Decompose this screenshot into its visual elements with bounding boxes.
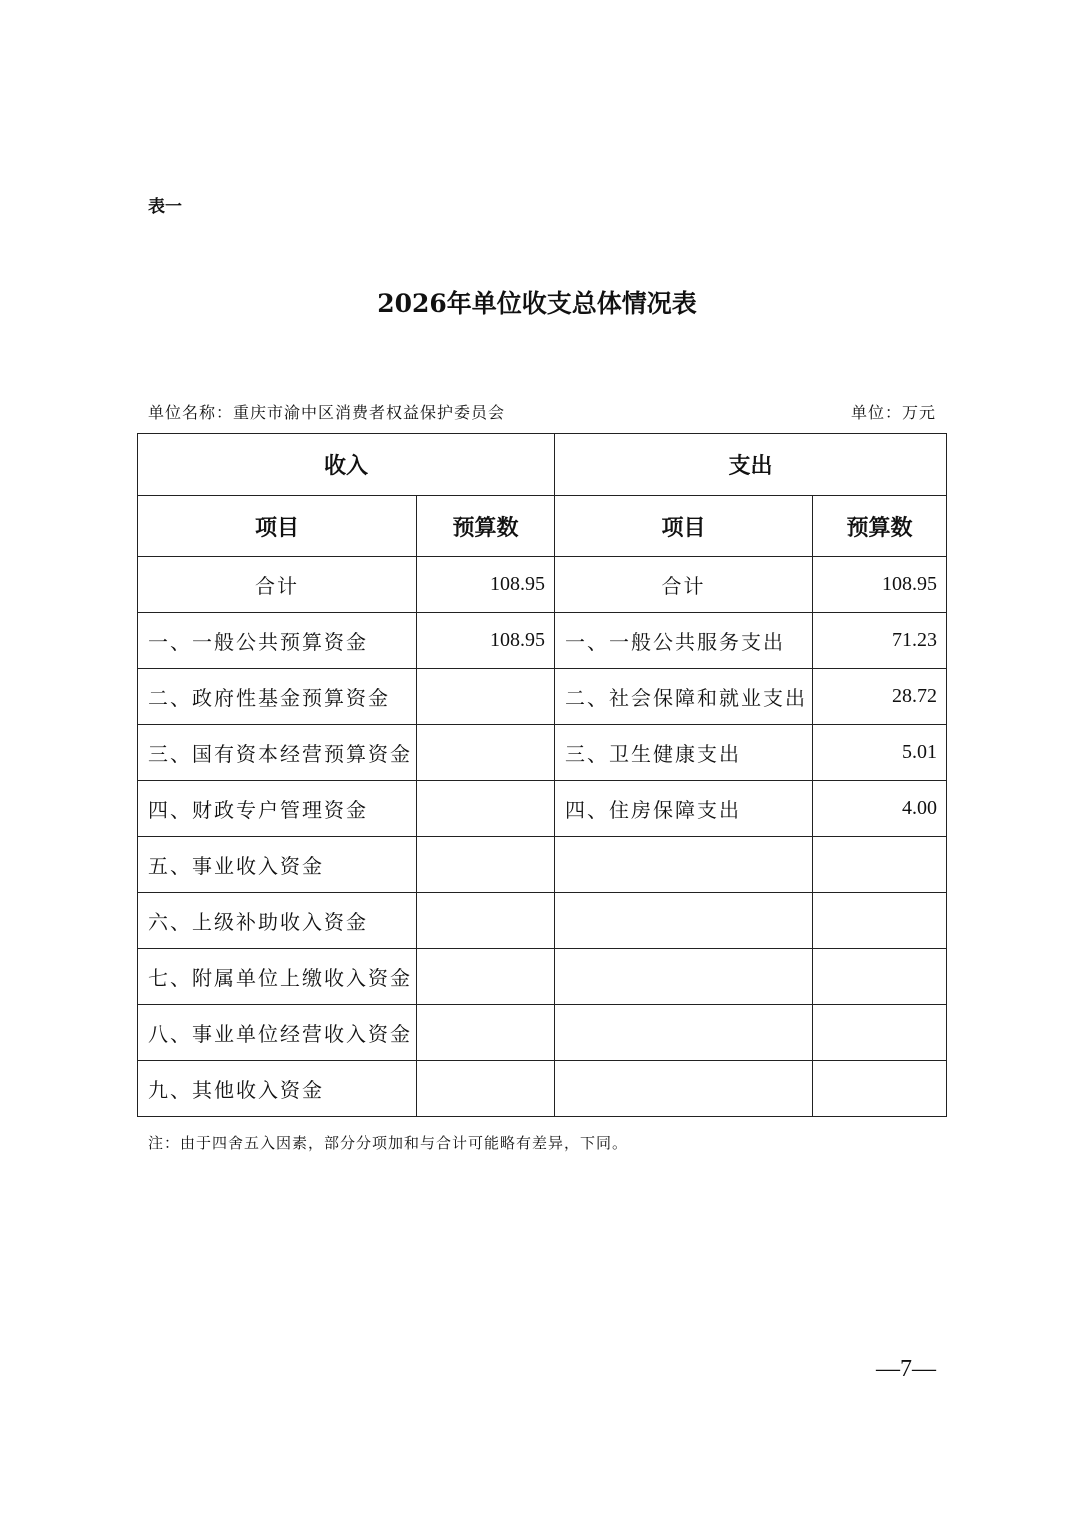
column-header-row xyxy=(138,496,947,557)
income-value xyxy=(417,669,555,725)
income-value xyxy=(417,837,555,893)
income-item-header: 项目 xyxy=(138,496,417,557)
unit-name: 单位名称：重庆市渝中区消费者权益保护委员会 xyxy=(148,403,506,422)
expense-value xyxy=(813,1061,947,1117)
footnote: 注：由于四舍五入因素，部分分项加和与合计可能略有差异，下同。 xyxy=(148,1134,629,1152)
income-item: 一、一般公共预算资金 xyxy=(138,613,417,669)
expense-value xyxy=(813,837,947,893)
table-row xyxy=(138,949,947,1005)
expense-value xyxy=(813,893,947,949)
budget-table xyxy=(137,433,947,1117)
table-row xyxy=(138,837,947,893)
income-item: 九、其他收入资金 xyxy=(138,1061,417,1117)
table-row xyxy=(138,613,947,669)
income-budget-header: 预算数 xyxy=(417,496,555,557)
expense-value xyxy=(813,1005,947,1061)
table-row xyxy=(138,1005,947,1061)
income-item: 七、附属单位上缴收入资金 xyxy=(138,949,417,1005)
income-item: 三、国有资本经营预算资金 xyxy=(138,725,417,781)
income-item: 八、事业单位经营收入资金 xyxy=(138,1005,417,1061)
income-value xyxy=(417,949,555,1005)
income-item: 二、政府性基金预算资金 xyxy=(138,669,417,725)
total-row xyxy=(138,557,947,613)
table-row xyxy=(138,781,947,837)
expense-value: 71.23 xyxy=(813,613,947,669)
expense-item: 三、卫生健康支出 xyxy=(555,725,813,781)
table-row xyxy=(138,893,947,949)
expense-value xyxy=(813,949,947,1005)
table-row xyxy=(138,1061,947,1117)
expense-item: 四、住房保障支出 xyxy=(555,781,813,837)
expense-total-value: 108.95 xyxy=(813,557,947,613)
income-value: 108.95 xyxy=(417,613,555,669)
table-row xyxy=(138,725,947,781)
income-value xyxy=(417,1005,555,1061)
income-item: 六、上级补助收入资金 xyxy=(138,893,417,949)
expense-value: 28.72 xyxy=(813,669,947,725)
expense-header: 支出 xyxy=(555,434,947,496)
expense-item-header: 项目 xyxy=(555,496,813,557)
expense-item: 一、一般公共服务支出 xyxy=(555,613,813,669)
income-value xyxy=(417,893,555,949)
section-header-row xyxy=(138,434,947,496)
income-item: 四、财政专户管理资金 xyxy=(138,781,417,837)
income-value xyxy=(417,1061,555,1117)
table-row xyxy=(138,669,947,725)
currency-unit: 单位：万元 xyxy=(850,403,936,422)
expense-item xyxy=(555,837,813,893)
expense-item xyxy=(555,1061,813,1117)
income-item: 五、事业收入资金 xyxy=(138,837,417,893)
income-value xyxy=(417,725,555,781)
expense-value: 5.01 xyxy=(813,725,947,781)
expense-value: 4.00 xyxy=(813,781,947,837)
income-header: 收入 xyxy=(138,434,555,496)
income-total-value: 108.95 xyxy=(417,557,555,613)
expense-item xyxy=(555,1005,813,1061)
document-title: 2026年单位收支总体情况表 xyxy=(377,289,697,318)
expense-item xyxy=(555,893,813,949)
page-number: —7— xyxy=(876,1356,936,1382)
table-label: 表一 xyxy=(148,197,182,217)
expense-total-label: 合计 xyxy=(555,557,813,613)
expense-item xyxy=(555,949,813,1005)
expense-item: 二、社会保障和就业支出 xyxy=(555,669,813,725)
income-total-label: 合计 xyxy=(138,557,417,613)
expense-budget-header: 预算数 xyxy=(813,496,947,557)
income-value xyxy=(417,781,555,837)
